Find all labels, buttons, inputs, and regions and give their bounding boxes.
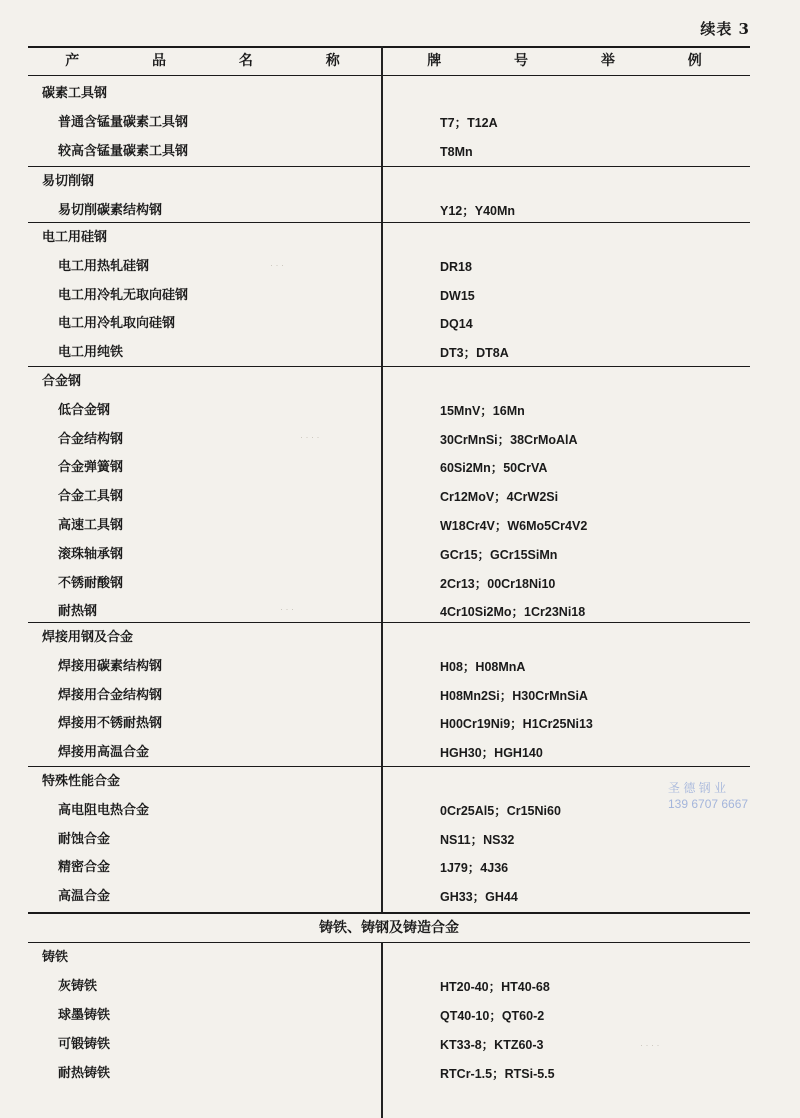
bleed-through-mark: · · · (270, 260, 284, 270)
product-name: 高速工具钢 (58, 518, 124, 533)
product-name: 不锈耐酸钢 (58, 576, 124, 591)
grade-example: Y12；Y40Mn (440, 204, 516, 218)
table-row (0, 514, 800, 538)
product-name: 焊接用合金结构钢 (58, 688, 163, 703)
continuation-label: 续表 3 (700, 20, 750, 38)
group-separator (28, 366, 750, 367)
table-row (0, 399, 800, 423)
table-row (0, 140, 800, 164)
category-row (0, 82, 800, 106)
product-name: 耐热钢 (58, 604, 98, 619)
product-name: 耐热铸铁 (58, 1066, 111, 1081)
product-name: 电工用纯铁 (58, 345, 124, 360)
product-name: 易切削碳素结构钢 (58, 203, 163, 218)
product-name: 焊接用不锈耐热钢 (58, 716, 163, 731)
table-row (0, 1004, 800, 1028)
product-name: 耐蚀合金 (58, 832, 111, 847)
table-row (0, 572, 800, 596)
table-row (0, 428, 800, 452)
table-row (0, 1033, 800, 1057)
grade-example: NS11；NS32 (440, 833, 515, 847)
product-name: 高电阻电热合金 (58, 803, 150, 818)
header-grade-example: 牌 号 举 例 (427, 53, 736, 69)
grade-example: DW15 (440, 289, 475, 303)
header-product-name: 产 品 名 称 (65, 53, 374, 69)
grade-example: QT40-10；QT60-2 (440, 1009, 545, 1023)
grade-example: DQ14 (440, 317, 473, 331)
table-row (0, 828, 800, 852)
table-row (0, 341, 800, 365)
group-separator (28, 766, 750, 767)
table-row (0, 456, 800, 480)
grade-example: KT33-8；KTZ60-3 (440, 1038, 544, 1052)
product-name: 球墨铸铁 (58, 1008, 111, 1023)
category-name: 碳素工具钢 (42, 86, 108, 101)
table-row (0, 1062, 800, 1086)
grade-example: DT3；DT8A (440, 346, 509, 360)
watermark (668, 780, 748, 812)
grade-example: Cr12MoV；4CrW2Si (440, 490, 559, 504)
table-row (0, 885, 800, 909)
watermark-line2: 139 6707 6667 (668, 797, 749, 811)
table-row (0, 856, 800, 880)
product-name: 较高含锰量碳素工具钢 (58, 144, 189, 159)
table-row (0, 741, 800, 765)
table-row (0, 684, 800, 708)
product-name: 滚珠轴承钢 (58, 547, 124, 562)
table-row (0, 255, 800, 279)
grade-example: T7；T12A (440, 116, 498, 130)
table-top-rule (28, 46, 750, 48)
grade-example: DR18 (440, 260, 472, 274)
category-name: 易切削钢 (42, 174, 95, 189)
category-row (0, 170, 800, 194)
table-row (0, 312, 800, 336)
grade-example: 60Si2Mn；50CrVA (440, 461, 548, 475)
product-name: 高温合金 (58, 889, 111, 904)
grade-example: RTCr-1.5；RTSi-5.5 (440, 1067, 555, 1081)
grade-example: 2Cr13；00Cr18Ni10 (440, 577, 556, 591)
grade-example: HGH30；HGH140 (440, 746, 543, 760)
category-name: 焊接用钢及合金 (42, 630, 134, 645)
product-name: 电工用冷轧取向硅钢 (58, 316, 176, 331)
category-name: 合金钢 (42, 374, 82, 389)
grade-example: H08Mn2Si；H30CrMnSiA (440, 689, 588, 703)
table-row (0, 111, 800, 135)
grade-example: 1J79；4J36 (440, 861, 509, 875)
section-rule-bottom (28, 942, 750, 943)
bleed-through-mark: · · · (280, 604, 294, 614)
grade-example: 0Cr25Al5；Cr15Ni60 (440, 804, 561, 818)
bleed-through-mark: · · · · (300, 432, 320, 442)
product-name: 精密合金 (58, 860, 111, 875)
category-row (0, 626, 800, 650)
cast-section-title: 铸铁、铸钢及铸造合金 (319, 920, 459, 936)
category-name: 铸铁 (42, 950, 69, 965)
product-name: 合金弹簧钢 (58, 460, 124, 475)
table-row (0, 712, 800, 736)
grade-example: 15MnV；16Mn (440, 404, 525, 418)
product-name: 合金结构钢 (58, 432, 124, 447)
grade-example: H00Cr19Ni9；H1Cr25Ni13 (440, 717, 593, 731)
grade-example: GCr15；GCr15SiMn (440, 548, 558, 562)
product-name: 普通含锰量碳素工具钢 (58, 115, 189, 130)
grade-example: T8Mn (440, 145, 473, 159)
grade-example: 30CrMnSi；38CrMoAlA (440, 433, 578, 447)
table-row (0, 485, 800, 509)
table-row (0, 199, 800, 223)
category-row (0, 226, 800, 250)
section-rule-top (28, 912, 750, 914)
product-name: 电工用热轧硅钢 (58, 259, 150, 274)
product-name: 可锻铸铁 (58, 1037, 111, 1052)
product-name: 合金工具钢 (58, 489, 124, 504)
product-name: 电工用冷轧无取向硅钢 (58, 288, 189, 303)
category-name: 特殊性能合金 (42, 774, 121, 789)
grade-example: HT20-40；HT40-68 (440, 980, 550, 994)
table-row (0, 655, 800, 679)
table-row (0, 975, 800, 999)
group-separator (28, 166, 750, 167)
product-name: 焊接用碳素结构钢 (58, 659, 163, 674)
grade-example: H08；H08MnA (440, 660, 526, 674)
product-name: 灰铸铁 (58, 979, 98, 994)
watermark-line1: 圣 德 钢 业 (668, 781, 727, 795)
table-row (0, 600, 800, 624)
product-name: 焊接用高温合金 (58, 745, 150, 760)
category-name: 电工用硅钢 (42, 230, 108, 245)
product-name: 低合金钢 (58, 403, 111, 418)
grade-example: 4Cr10Si2Mo；1Cr23Ni18 (440, 605, 586, 619)
category-row (0, 946, 800, 970)
table-row (0, 543, 800, 567)
category-row (0, 370, 800, 394)
grade-example: GH33；GH44 (440, 890, 518, 904)
bleed-through-mark: · · · · (640, 1040, 660, 1050)
grade-example: W18Cr4V；W6Mo5Cr4V2 (440, 519, 588, 533)
header-rule (28, 75, 750, 76)
table-row (0, 284, 800, 308)
